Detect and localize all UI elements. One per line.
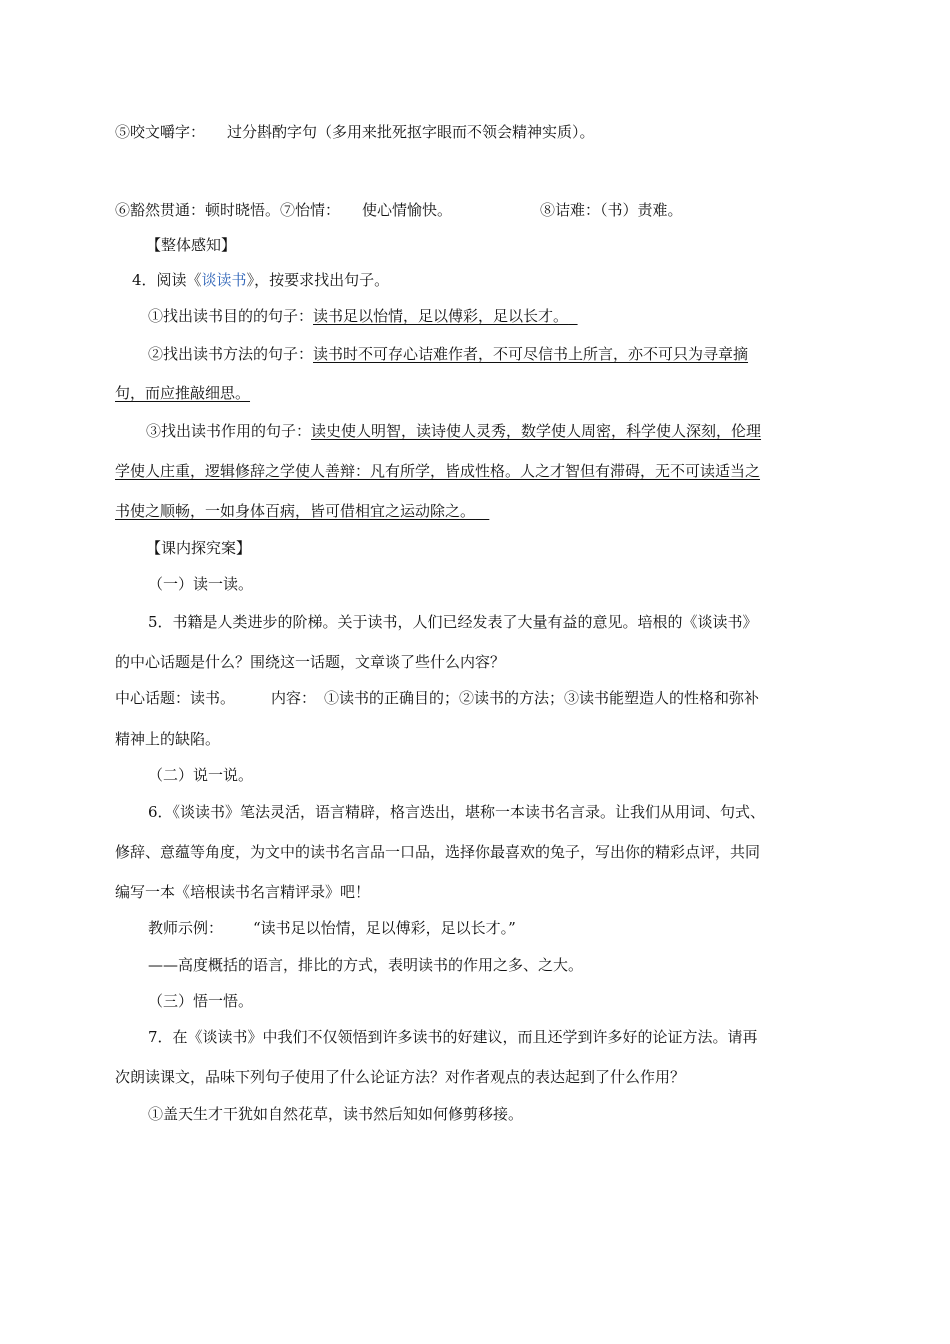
definitions-part-a: ⑥豁然贯通：顿时晓悟。⑦怡情： xyxy=(115,201,341,219)
question-6-b: 修辞、意蕴等角度，为文中的读书名言品一口品，选择你最喜欢的兔子，写出你的精彩点评，共同 xyxy=(115,843,761,861)
question-4-suffix: 》，按要求找出句子。 xyxy=(246,271,390,289)
question-4-3-answer-b: 学使人庄重，逻辑修辞之学使人善辩：凡有所学，皆成性格。人之才智但有滞碍，无不可读适当之 xyxy=(115,462,761,480)
question-5-answer xyxy=(115,688,759,708)
question-5-a: 5．书籍是人类进步的阶梯。关于读书，人们已经发表了大量有益的意见。培根的《谈读书》 xyxy=(148,613,758,631)
term-definition: 过分斟酌字句（多用来批死抠字眼而不领会精神实质）。 xyxy=(227,123,595,141)
question-4-2-label: ②找出读书方法的句子： xyxy=(148,345,314,363)
definitions-part-c: ⑧诘难：（书）责难。 xyxy=(540,201,683,219)
central-topic: 中心话题：读书。 xyxy=(115,689,236,707)
subsection-speak: （二）说一说。 xyxy=(148,766,254,784)
question-6-a: 6．《谈读书》笔法灵活，语言精辟，格言迭出，堪称一本读书名言录。让我们从用词、句式、 xyxy=(148,803,766,821)
question-4-2-answer-b: 句，而应推敲细思。 xyxy=(115,384,251,402)
teacher-example-label: 教师示例： xyxy=(148,919,224,937)
definitions-row xyxy=(115,200,683,220)
question-4-3-answer-c: 书使之顺畅，一如身体百病，皆可借相宜之运动除之。 xyxy=(115,502,476,520)
question-4-2-cont xyxy=(115,383,250,403)
question-4-3-label: ③找出读书作用的句子： xyxy=(146,422,312,440)
term-label: ⑤咬文嚼字： xyxy=(115,123,206,141)
question-4 xyxy=(132,270,389,290)
question-7-b: 次朗读课文，品味下列句子使用了什么论证方法？对作者观点的表达起到了什么作用？ xyxy=(115,1068,686,1086)
content-items: ①读书的正确目的；②读书的方法；③读书能塑造人的性格和弥补 xyxy=(324,689,760,707)
question-6-c: 编写一本《培根读书名言精评录》吧！ xyxy=(115,883,371,901)
question-4-2-answer-a: 读书时不可存心诘难作者，不可尽信书上所言，亦不可只为寻章摘 xyxy=(313,345,749,363)
content-label: 内容： xyxy=(271,689,317,707)
definition-yaowen-jiaozi xyxy=(115,122,595,142)
question-4-3-cont1 xyxy=(115,461,760,481)
question-4-3-answer-a: 读史使人明智，读诗使人灵秀，数学使人周密，科学使人深刻，伦理 xyxy=(311,422,762,440)
question-4-prefix: 4．阅读《 xyxy=(132,271,202,289)
essay-link[interactable]: 谈读书 xyxy=(201,271,247,289)
question-4-2 xyxy=(148,344,748,364)
question-4-1-label: ①找出读书目的的句子： xyxy=(148,307,314,325)
section-heading-overview: 【整体感知】 xyxy=(146,236,237,254)
question-4-3-cont2 xyxy=(115,501,489,521)
definitions-part-b: 使心情愉快。 xyxy=(362,201,453,219)
question-4-3 xyxy=(146,421,761,441)
question-7-1: ①盖天生才干犹如自然花草，读书然后知如何修剪移接。 xyxy=(148,1105,524,1123)
teacher-example xyxy=(148,918,516,938)
question-5-answer-cont: 精神上的缺陷。 xyxy=(115,730,221,748)
section-heading-explore: 【课内探究案】 xyxy=(146,539,252,557)
subsection-understand: （三）悟一悟。 xyxy=(148,992,254,1010)
question-4-1 xyxy=(148,306,578,326)
question-5-b: 的中心话题是什么？围绕这一话题，文章谈了些什么内容？ xyxy=(115,653,506,671)
question-7-a: 7．在《谈读书》中我们不仅领悟到许多读书的好建议，而且还学到许多好的论证方法。请再 xyxy=(148,1028,758,1046)
question-4-1-answer: 读书足以怡情，足以傅彩，足以长才。 xyxy=(313,307,569,325)
teacher-example-quote: “读书足以怡情，足以傅彩，足以长才。” xyxy=(253,919,516,937)
subsection-read: （一）读一读。 xyxy=(148,575,254,593)
teacher-example-comment: ——高度概括的语言，排比的方式，表明读书的作用之多、之大。 xyxy=(148,956,584,974)
